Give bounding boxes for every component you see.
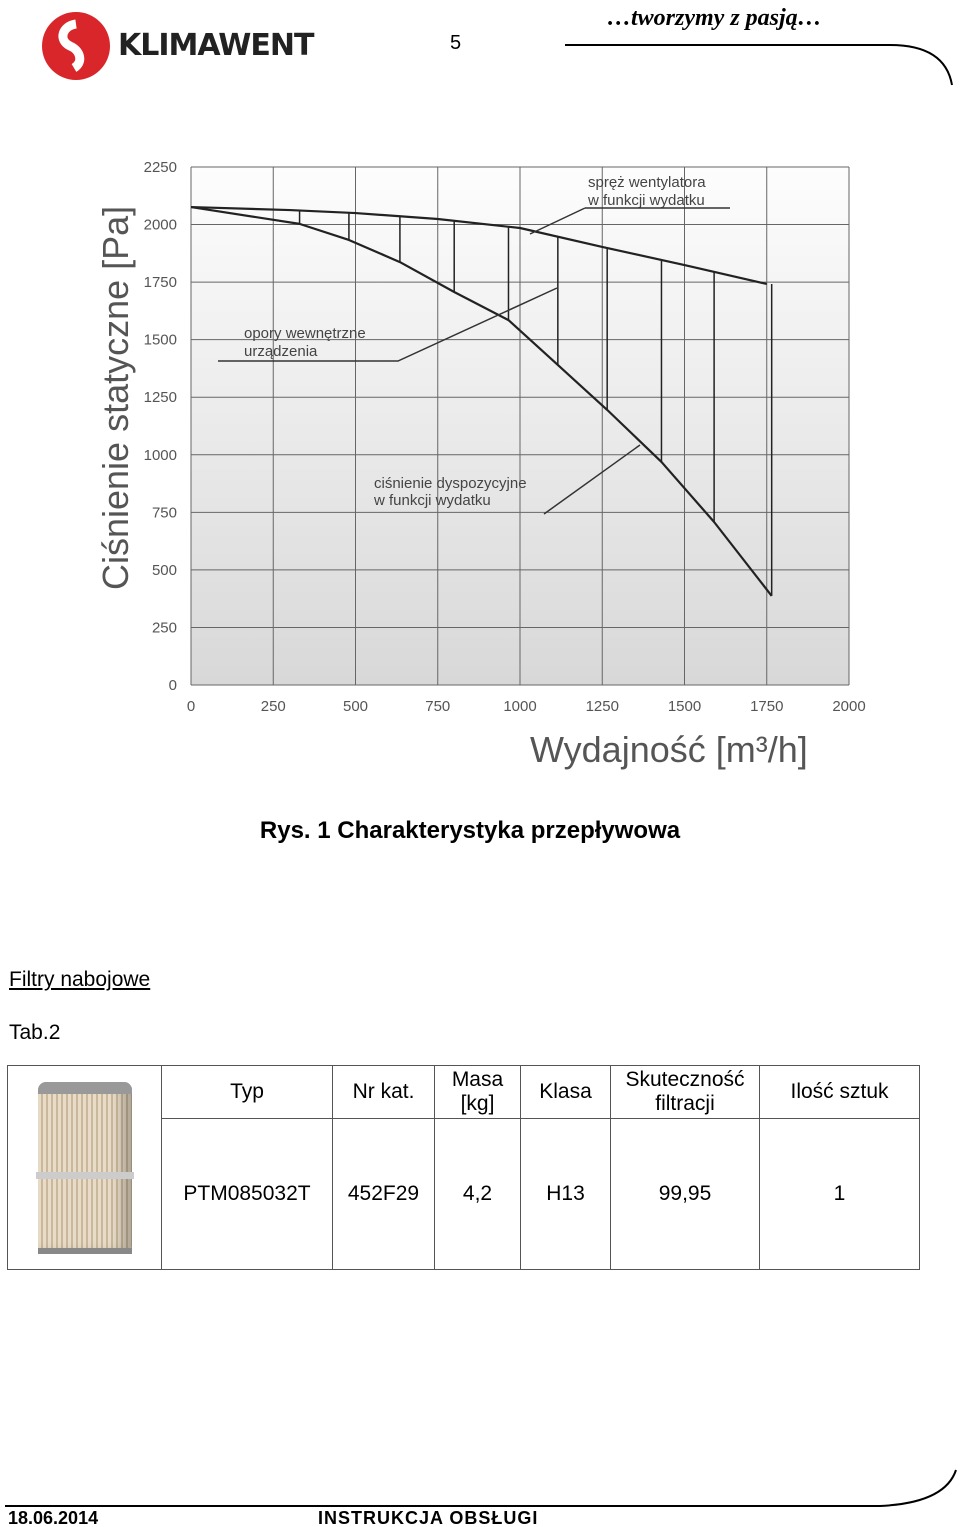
x-tick-label: 1500 [667, 698, 702, 715]
footer-title: INSTRUKCJA OBSŁUGI [318, 1508, 539, 1527]
y-tick-label: 750 [151, 504, 177, 522]
slogan: …tworzymy z pasją… [607, 5, 822, 31]
y-tick-label: 2000 [143, 216, 177, 234]
klimawent-logo-icon [40, 10, 112, 82]
y-axis-label: Ciśnienie statyczne [Pa] [95, 205, 136, 590]
annotation: ciśnienie dyspozycyjne [374, 475, 527, 492]
x-tick-label: 500 [342, 698, 369, 715]
annotation: spręż wentylatora [588, 174, 706, 191]
cell-ilosc: 1 [760, 1119, 920, 1270]
footer-rule [0, 1465, 960, 1510]
y-tick-label: 1250 [143, 389, 177, 407]
y-tick-label: 1000 [143, 446, 177, 464]
filter-image-cell [8, 1066, 162, 1270]
x-tick-label: 250 [260, 698, 286, 715]
filter-table [7, 1065, 920, 1270]
header-skutecznosc: Skuteczność filtracji [611, 1066, 760, 1119]
figure-caption: Rys. 1 Charakterystyka przepływowa [259, 817, 681, 844]
header-ilosc: Ilość sztuk [760, 1066, 920, 1119]
y-tick-label: 0 [168, 677, 177, 694]
y-tick-label: 250 [151, 619, 177, 637]
cell-typ: PTM085032T [162, 1119, 333, 1270]
annotation: opory wewnętrzne [244, 325, 366, 342]
cell-masa: 4,2 [435, 1119, 521, 1270]
y-tick-label: 1750 [143, 274, 177, 292]
y-tick-label: 500 [151, 561, 177, 579]
x-axis-label: Wydajność [m³/h] [530, 729, 808, 770]
cell-klasa: H13 [521, 1119, 611, 1270]
header-typ: Typ [162, 1066, 333, 1119]
flow-chart [0, 150, 960, 780]
x-tick-label: 0 [186, 698, 196, 715]
cell-nr-kat: 452F29 [333, 1119, 435, 1270]
header-klasa: Klasa [521, 1066, 611, 1119]
footer-date: 18.06.2014 [8, 1508, 99, 1527]
header-rule [560, 40, 960, 90]
x-tick-label: 1750 [750, 698, 784, 715]
table-label: Tab.2 [9, 1021, 61, 1044]
y-tick-label: 2250 [143, 159, 177, 176]
brand-name: KLIMAWENT [118, 28, 314, 63]
x-tick-label: 2000 [832, 698, 866, 715]
header-nr-kat: Nr kat. [333, 1066, 435, 1119]
annotation: w funkcji wydatku [374, 492, 491, 509]
header-masa: Masa [kg] [435, 1066, 521, 1119]
x-tick-label: 750 [425, 698, 451, 715]
annotation: urządzenia [244, 343, 318, 360]
section-heading: Filtry nabojowe [9, 968, 151, 991]
cell-skutecznosc: 99,95 [611, 1119, 760, 1270]
cartridge-filter-image [38, 1082, 132, 1254]
x-tick-label: 1250 [585, 698, 619, 715]
y-tick-label: 1500 [143, 331, 177, 349]
page-number: 5 [450, 32, 462, 54]
x-tick-label: 1000 [503, 698, 537, 715]
annotation: w funkcji wydatku [588, 192, 705, 209]
